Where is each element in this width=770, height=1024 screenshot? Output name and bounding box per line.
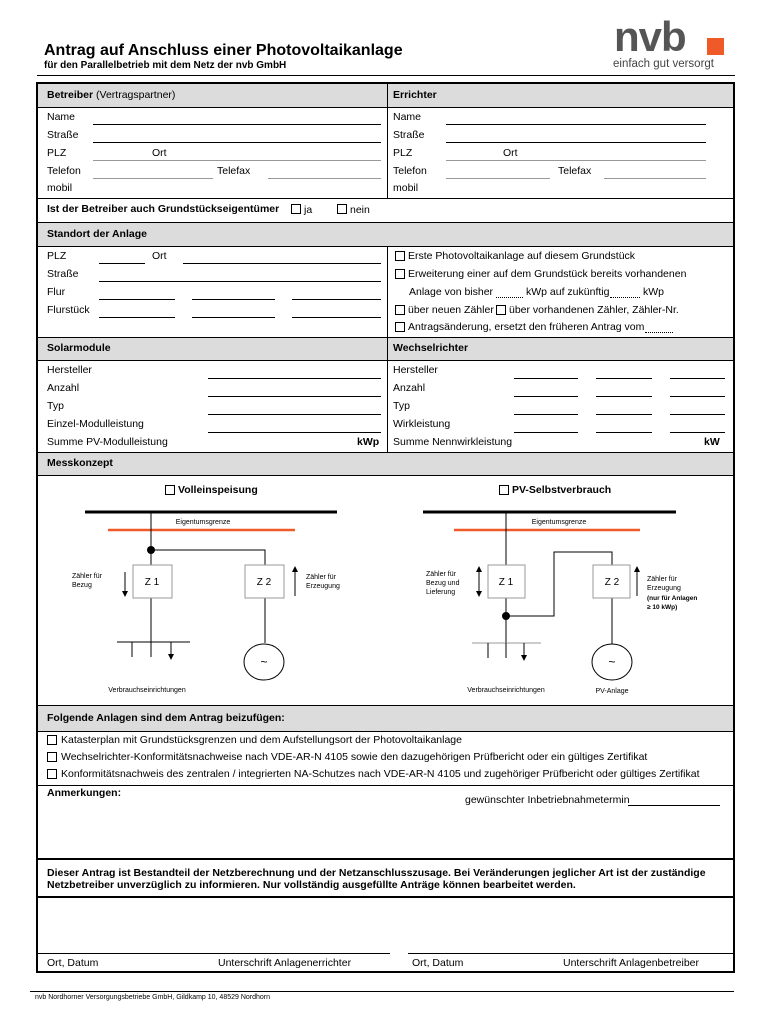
errichter-ort-label: Ort xyxy=(503,147,518,159)
consumer-arrows-icon xyxy=(488,643,524,658)
wr-summe-label: Summe Nennwirkleistung xyxy=(393,436,513,448)
betreiber-heading-note: (Vertragspartner) xyxy=(96,89,176,101)
errichter-heading: Errichter xyxy=(393,89,437,101)
generator-tilde: ~ xyxy=(608,655,616,669)
diagram-selbstverbrauch xyxy=(423,512,697,695)
standort-strasse-label: Straße xyxy=(47,268,79,280)
wr-summe-unit: kW xyxy=(704,436,720,448)
z1-label: Z 1 xyxy=(498,577,514,588)
betreiber-telefon-label: Telefon xyxy=(47,165,81,177)
inbetriebnahme-label: gewünschter Inbetriebnahmetermin xyxy=(465,794,630,806)
unterschrift-betreiber-label: Unterschrift Anlagenbetreiber xyxy=(563,957,699,969)
errichter-telefon-label: Telefon xyxy=(393,165,427,177)
consumer-arrows-icon xyxy=(132,642,171,657)
vorhandener-zaehler-label: über vorhandenen Zähler, Zähler-Nr. xyxy=(509,304,679,316)
junction-dot xyxy=(502,612,510,620)
wr-typ-label: Typ xyxy=(393,400,410,412)
ort-datum-label-1: Ort, Datum xyxy=(47,957,99,969)
anlagen-heading: Folgende Anlagen sind dem Antrag beizufügen: xyxy=(47,712,285,724)
eigentumsgrenze-label: Eigentumsgrenze xyxy=(531,519,587,526)
diagram-volleinspeisung xyxy=(72,512,340,694)
signature-line-betreiber[interactable] xyxy=(408,953,734,954)
bezug-und-label: Bezug und xyxy=(426,580,460,587)
nur-fuer-label: (nur für Anlagen xyxy=(647,595,698,602)
pv-anlage-label: PV-Anlage xyxy=(595,688,629,695)
solar-einzel-label: Einzel-Modulleistung xyxy=(47,418,144,430)
anlage-item-label: Katasterplan mit Grundstücksgrenzen und dem Aufstellungsort der Photovoltaikanlage xyxy=(61,734,462,746)
neuer-zaehler-label: über neuen Zähler xyxy=(408,304,494,316)
unterschrift-errichter-label: Unterschrift Anlagenerrichter xyxy=(218,957,352,969)
anlage-checkbox[interactable] xyxy=(47,769,57,779)
wr-wirkleistung-label: Wirkleistung xyxy=(393,418,451,430)
errichter-strasse-label: Straße xyxy=(393,129,425,141)
eigentumsgrenze-label: Eigentumsgrenze xyxy=(175,519,231,526)
hinweis-line-1: Dieser Antrag ist Bestandteil der Netzberechnung und der Netzanschlusszusage. Bei Veränderungen jeglicher Art ist der zuständige xyxy=(47,867,706,879)
ab-10-kwp-label: ≥ 10 kWp) xyxy=(647,604,678,611)
solar-typ-label: Typ xyxy=(47,400,64,412)
verbrauch-label: Verbrauchseinrichtungen xyxy=(467,687,545,694)
generator-tilde: ~ xyxy=(260,655,268,669)
solar-summe-label: Summe PV-Modulleistung xyxy=(47,436,168,448)
erste-anlage-label: Erste Photovoltaikanlage auf diesem Grundstück xyxy=(408,250,636,262)
betreiber-telefax-label: Telefax xyxy=(217,165,251,177)
z2-label: Z 2 xyxy=(256,577,272,588)
zaehler-fuer-label: Zähler für xyxy=(647,576,677,583)
erzeugung-label: Erzeugung xyxy=(647,585,681,592)
betreiber-ort-label: Ort xyxy=(152,147,167,159)
zaehler-fuer-label: Zähler für xyxy=(72,573,102,580)
page-title: Antrag auf Anschluss einer Photovoltaikanlage xyxy=(44,42,403,59)
anmerkungen-label: Anmerkungen: xyxy=(47,787,122,799)
eigentuemer-question: Ist der Betreiber auch Grundstückseigentümer xyxy=(47,203,280,215)
logo-slogan: einfach gut versorgt xyxy=(613,58,715,70)
kwp-zukuenftig-label: kWp auf zukünftig xyxy=(526,286,610,298)
anlage-item-label: Wechselrichter-Konformitätsnachweise nach VDE-AR-N 4105 sowie den dazugehörigen Prüfbericht oder ein gültiges Zertifikat xyxy=(61,751,648,763)
anlage-bisher-label: Anlage von bisher xyxy=(409,286,494,298)
solar-anzahl-label: Anzahl xyxy=(47,382,80,394)
zaehler-fuer-label: Zähler für xyxy=(426,571,456,578)
standort-heading: Standort der Anlage xyxy=(47,228,147,240)
logo-text: nvb xyxy=(614,13,686,60)
messkonzept-heading: Messkonzept xyxy=(47,457,113,469)
eigentuemer-nein-label: nein xyxy=(350,204,370,216)
betreiber-strasse-label: Straße xyxy=(47,129,79,141)
bezug-label: Bezug xyxy=(72,582,92,589)
zaehler-fuer-label: Zähler für xyxy=(306,574,336,581)
standort-plz-label: PLZ xyxy=(47,250,67,262)
lieferung-label: Lieferung xyxy=(426,589,456,596)
ort-datum-label-2: Ort, Datum xyxy=(412,957,464,969)
solar-hersteller-label: Hersteller xyxy=(47,364,92,376)
anmerkungen-field[interactable] xyxy=(38,800,458,856)
z2-label: Z 2 xyxy=(604,577,620,588)
signature-line-errichter[interactable] xyxy=(38,953,390,954)
standort-flur-label: Flur xyxy=(47,286,66,298)
betreiber-mobil-label: mobil xyxy=(47,182,73,194)
errichter-telefax-label: Telefax xyxy=(558,165,592,177)
betreiber-name-label: Name xyxy=(47,111,76,123)
volleinspeisung-label: Volleinspeisung xyxy=(178,484,258,496)
anlage-item-label: Konformitätsnachweis des zentralen / integrierten NA-Schutzes nach VDE-AR-N 4105 und zugehöriger Prüfbericht oder gültiges Zertifikat xyxy=(61,768,700,780)
solar-summe-unit: kWp xyxy=(357,436,380,448)
anlage-checkbox[interactable] xyxy=(47,735,57,745)
eigentuemer-ja-label: ja xyxy=(304,204,313,216)
inbetriebnahme-field[interactable] xyxy=(628,805,720,806)
junction-dot xyxy=(147,546,155,554)
anlage-checkbox[interactable] xyxy=(47,752,57,762)
hinweis-line-2: Netzbetreiber unverzüglich zu informieren. Nur vollständig ausgefüllte Anträge können bearbeitet werden. xyxy=(47,879,576,891)
wr-anzahl-label: Anzahl xyxy=(393,382,426,394)
kwp-unit: kWp xyxy=(643,286,664,298)
verbrauch-label: Verbrauchseinrichtungen xyxy=(108,687,186,694)
page-subtitle: für den Parallelbetrieb mit dem Netz der nvb GmbH xyxy=(44,60,287,71)
solarmodule-heading: Solarmodule xyxy=(47,342,111,354)
wr-hersteller-label: Hersteller xyxy=(393,364,438,376)
betreiber-plz-label: PLZ xyxy=(47,147,67,159)
errichter-plz-label: PLZ xyxy=(393,147,413,159)
z1-label: Z 1 xyxy=(144,577,160,588)
footer-rule xyxy=(30,991,734,992)
erweiterung-label: Erweiterung einer auf dem Grundstück bereits vorhandenen xyxy=(408,268,687,280)
errichter-name-label: Name xyxy=(393,111,422,123)
wechselrichter-heading: Wechselrichter xyxy=(393,342,469,354)
selbstverbrauch-label: PV-Selbstverbrauch xyxy=(512,484,612,496)
erzeugung-label: Erzeugung xyxy=(306,583,340,590)
footer-address: nvb Nordhorner Versorgungsbetriebe GmbH, Gildkamp 10, 48529 Nordhorn xyxy=(35,994,271,1001)
antragsaenderung-label: Antragsänderung, ersetzt den früheren Antrag vom xyxy=(408,321,645,333)
betreiber-heading-bold: Betreiber xyxy=(47,89,94,101)
errichter-mobil-label: mobil xyxy=(393,182,419,194)
standort-ort-label: Ort xyxy=(152,250,167,262)
standort-flurstueck-label: Flurstück xyxy=(47,304,90,316)
